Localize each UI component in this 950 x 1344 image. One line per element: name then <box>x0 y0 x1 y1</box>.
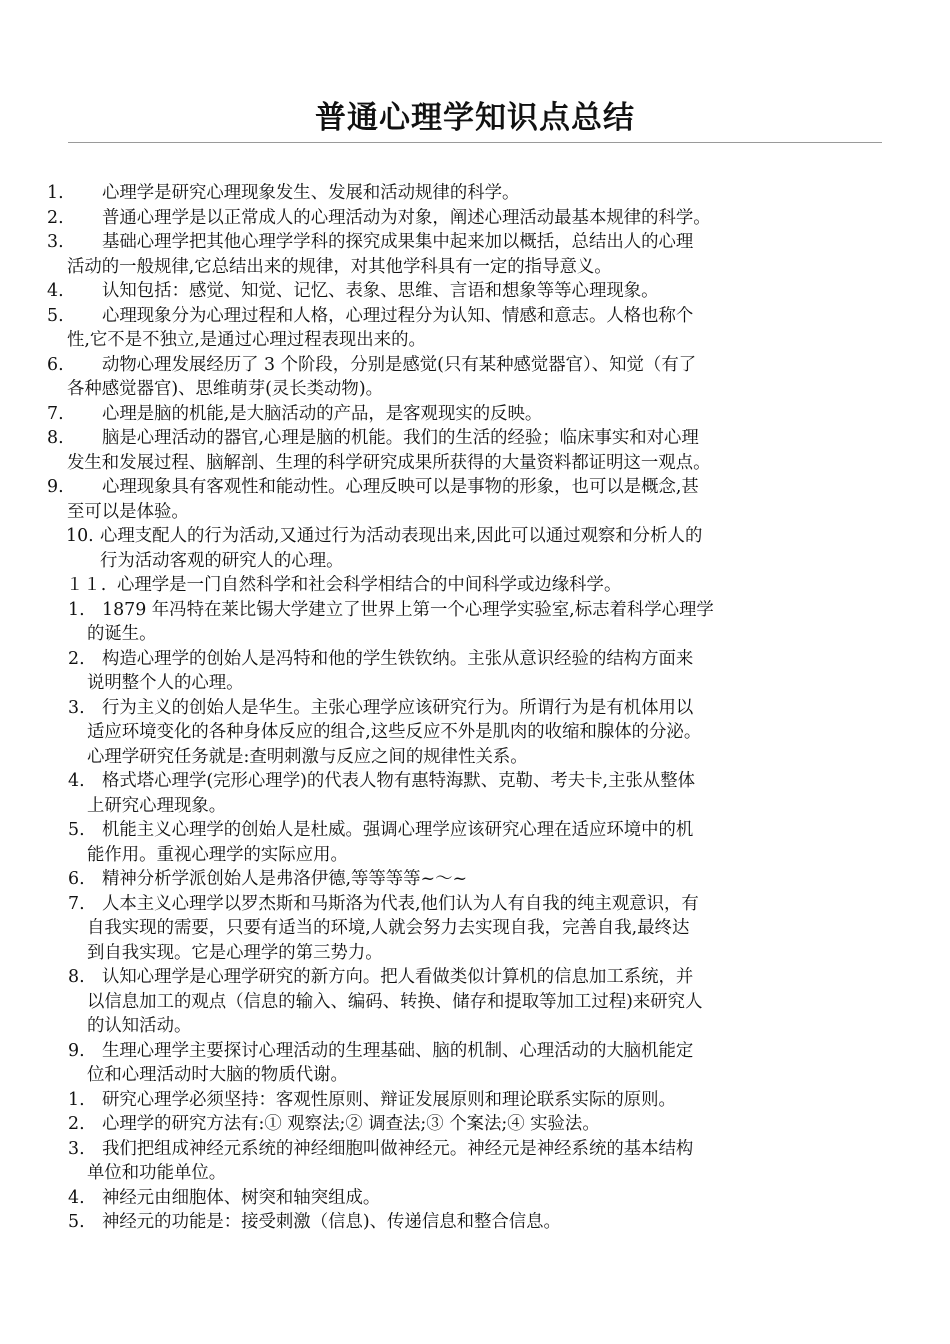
item-text-line: 研究心理学必须坚持：客观性原则、辩证发展原则和理论联系实际的原则。 <box>102 1089 676 1110</box>
item-text-line: 各种感觉器官)、思维萌芽(灵长类动物)。 <box>67 379 383 399</box>
list-item <box>0 867 950 892</box>
item-text-line: 机能主义心理学的创始人是杜威。强调心理学应该研究心理在适应环境中的机 <box>102 820 694 840</box>
list-item <box>0 1210 950 1235</box>
item-text-line: 心理现象具有客观性和能动性。心理反映可以是事物的形象，也可以是概念,甚 <box>102 477 699 497</box>
page-title: 普通心理学知识点总结 <box>315 100 635 136</box>
list-item <box>0 598 950 647</box>
item-number: 3. <box>68 1138 85 1159</box>
item-number: 7. <box>68 893 85 914</box>
item-number: 5. <box>47 305 64 326</box>
item-text-line: 至可以是体验。 <box>67 501 189 522</box>
list-item <box>0 206 950 231</box>
item-text-line: 认知心理学是心理学研究的新方向。把人看做类似计算机的信息加工系统，并 <box>102 967 694 987</box>
list-item <box>0 1112 950 1137</box>
item-text-line: 发生和发展过程、脑解剖、生理的科学研究成果所获得的大量资料都证明这一观点。 <box>67 452 711 473</box>
list-item <box>0 1039 950 1088</box>
item-number: 6. <box>68 869 85 889</box>
item-text-line: 心理学的研究方法有:① 观察法;② 调查法;③ 个案法;④ 实验法。 <box>102 1114 600 1134</box>
list-item <box>0 965 950 1039</box>
item-text-line: 心理是脑的机能,是大脑活动的产品，是客观现实的反映。 <box>102 403 543 424</box>
list-item <box>0 696 950 770</box>
item-text-line: 心理支配人的行为活动,又通过行为活动表现出来,因此可以通过观察和分析人的 <box>100 526 703 546</box>
item-text-line: 精神分析学派创始人是弗洛伊德,等等等等~～~ <box>102 869 468 889</box>
item-text-line: 心理学是一门自然科学和社会科学相结合的中间科学或边缘科学。 <box>117 575 622 595</box>
list-item <box>0 818 950 867</box>
item-text-line: 自我实现的需要，只要有适当的环境,人就会努力去实现自我，完善自我,最终达 <box>87 918 690 938</box>
item-number: 5. <box>68 1212 85 1232</box>
list-item <box>0 230 950 279</box>
list-item <box>0 769 950 818</box>
item-text-line: 1879 年冯特在莱比锡大学建立了世界上第一个心理学实验室,标志着科学心理学 <box>102 599 714 620</box>
item-text-line: 到自我实现。它是心理学的第三势力。 <box>87 942 383 963</box>
list-item <box>0 524 950 573</box>
item-text-line: 格式塔心理学(完形心理学)的代表人物有惠特海默、克勒、考夫卡,主张从整体 <box>102 771 695 791</box>
item-number: 7. <box>47 403 64 424</box>
item-number: 3. <box>68 697 85 718</box>
item-number: 1. <box>47 183 64 203</box>
list-item <box>0 426 950 475</box>
item-text-line: 心理现象分为心理过程和人格，心理过程分为认知、情感和意志。人格也称个 <box>102 305 694 326</box>
item-number: 4. <box>47 281 64 301</box>
item-text-line: 性,它不是不独立,是通过心理过程表现出来的。 <box>67 330 426 350</box>
list-item <box>0 573 950 598</box>
list-item <box>0 475 950 524</box>
item-number: 1. <box>68 599 85 620</box>
knowledge-list <box>0 181 950 1235</box>
list-item <box>0 279 950 304</box>
list-item <box>0 353 950 402</box>
item-text-line: 我们把组成神经元系统的神经细胞叫做神经元。神经元是神经系统的基本结构 <box>102 1138 694 1159</box>
item-text-line: 能作用。重视心理学的实际应用。 <box>87 844 348 865</box>
item-number: 9. <box>47 477 64 497</box>
item-number: 4. <box>68 1187 85 1208</box>
item-text-line: 适应环境变化的各种身体反应的组合,这些反应不外是肌肉的收缩和腺体的分泌。 <box>87 722 702 742</box>
list-item <box>0 1137 950 1186</box>
item-text-line: 生理心理学主要探讨心理活动的生理基础、脑的机制、心理活动的大脑机能定 <box>102 1040 694 1061</box>
item-text-line: 的诞生。 <box>87 624 157 644</box>
list-item <box>0 1186 950 1211</box>
item-number: 2. <box>68 648 85 669</box>
list-item <box>0 304 950 353</box>
item-text-line: 脑是心理活动的器官,心理是脑的机能。我们的生活的经验；临床事实和对心理 <box>102 428 699 448</box>
item-number: 10. <box>66 526 94 546</box>
item-text-line: 的认知活动。 <box>87 1016 192 1036</box>
item-number: 9. <box>68 1040 85 1061</box>
item-number: 8. <box>68 967 85 987</box>
item-text-line: 行为主义的创始人是华生。主张心理学应该研究行为。所谓行为是有机体用以 <box>102 697 694 718</box>
item-text-line: 认知包括：感觉、知觉、记忆、表象、思维、言语和想象等等心理现象。 <box>102 281 659 301</box>
item-text-line: 普通心理学是以正常成人的心理活动为对象，阐述心理活动最基本规律的科学。 <box>102 207 711 228</box>
item-number: 6. <box>47 354 64 375</box>
item-number: 3. <box>47 232 64 252</box>
list-item <box>0 181 950 206</box>
item-text-line: 基础心理学把其他心理学学科的探究成果集中起来加以概括，总结出人的心理 <box>102 232 694 252</box>
item-text-line: 神经元的功能是：接受刺激（信息)、传递信息和整合信息。 <box>102 1212 561 1232</box>
item-number: 2. <box>68 1114 85 1134</box>
item-number: 5. <box>68 820 85 840</box>
item-text-line: 活动的一般规律,它总结出来的规律，对其他学科具有一定的指导意义。 <box>67 256 612 277</box>
list-item <box>0 402 950 427</box>
item-text-line: 单位和功能单位。 <box>87 1163 227 1183</box>
item-text-line: 神经元由细胞体、树突和轴突组成。 <box>102 1187 381 1208</box>
item-number: １１. <box>66 575 107 595</box>
item-text-line: 动物心理发展经历了 3 个阶段，分别是感觉(只有某种感觉器官）、知觉（有了 <box>102 354 697 375</box>
item-text-line: 以信息加工的观点（信息的输入、编码、转换、储存和提取等加工过程)来研究人 <box>87 991 703 1012</box>
item-number: 4. <box>68 771 85 791</box>
item-text-line: 构造心理学的创始人是冯特和他的学生铁钦纳。主张从意识经验的结构方面来 <box>102 648 694 669</box>
item-number: 1. <box>68 1089 85 1110</box>
item-text-line: 心理学是研究心理现象发生、发展和活动规律的科学。 <box>102 183 520 203</box>
item-text-line: 行为活动客观的研究人的心理。 <box>100 550 344 571</box>
title-divider <box>68 142 882 143</box>
list-item <box>0 892 950 966</box>
item-number: 2. <box>47 207 64 228</box>
item-text-line: 上研究心理现象。 <box>87 795 227 816</box>
item-number: 8. <box>47 428 64 448</box>
item-text-line: 心理学研究任务就是:查明刺激与反应之间的规律性关系。 <box>87 746 528 767</box>
list-item <box>0 647 950 696</box>
list-item <box>0 1088 950 1113</box>
item-text-line: 位和心理活动时大脑的物质代谢。 <box>87 1065 348 1085</box>
item-text-line: 人本主义心理学以罗杰斯和马斯洛为代表,他们认为人有自我的纯主观意识，有 <box>102 893 699 914</box>
item-text-line: 说明整个人的心理。 <box>87 673 244 693</box>
